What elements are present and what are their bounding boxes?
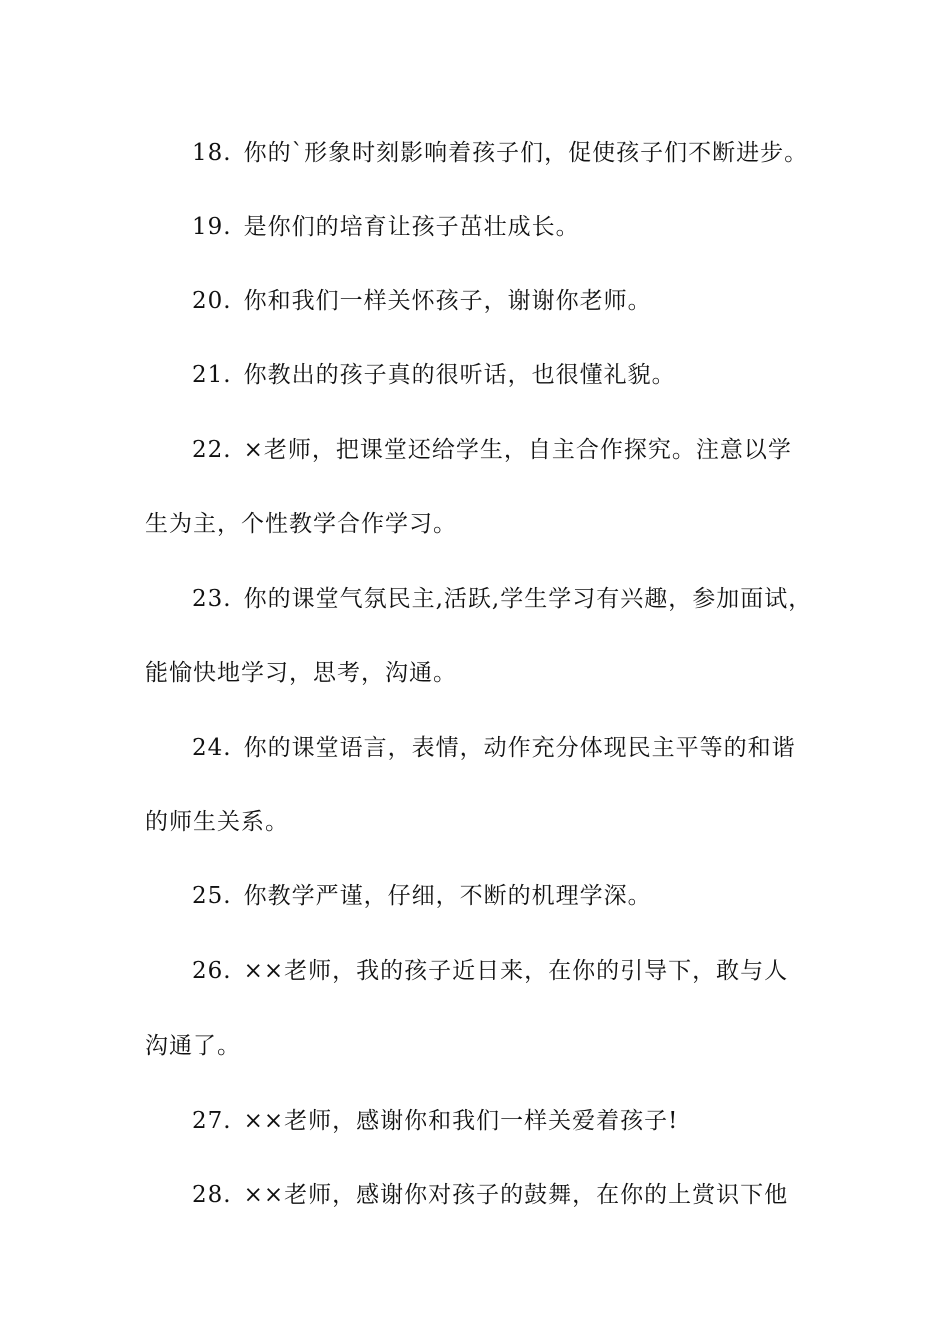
- item-text: 你和我们一样关怀孩子，谢谢你老师。: [243, 288, 652, 314]
- item-text: 你教学严谨，仔细，不断的机理学深。: [243, 883, 652, 909]
- item-number: 27.: [192, 1108, 232, 1134]
- list-item-25: [192, 881, 872, 911]
- list-item-26: [192, 956, 872, 986]
- item-number: 21.: [192, 362, 232, 388]
- item-text: 你的课堂气氛民主,活跃,学生学习有兴趣，参加面试，: [243, 586, 813, 612]
- item-number: 22.: [192, 437, 232, 463]
- item-text: ××老师，感谢你对孩子的鼓舞，在你的上赏识下他: [243, 1182, 789, 1208]
- list-item-24: [192, 733, 872, 763]
- item-text: ×老师，把课堂还给学生，自主合作探究。注意以学: [243, 437, 792, 463]
- item-text: 你的课堂语言，表情，动作充分体现民主平等的和谐: [243, 735, 796, 761]
- item-number: 24.: [192, 735, 232, 761]
- item-text: 你的`形象时刻影响着孩子们，促使孩子们不断进步。: [243, 140, 809, 166]
- list-item-22-continuation: 生为主，个性教学合作学习。: [145, 511, 457, 537]
- item-text: 是你们的培育让孩子茁壮成长。: [243, 214, 580, 240]
- list-item-26-continuation: 沟通了。: [145, 1033, 241, 1059]
- item-number: 25.: [192, 883, 232, 909]
- item-text: 你教出的孩子真的很听话，也很懂礼貌。: [243, 362, 676, 388]
- item-number: 26.: [192, 958, 232, 984]
- list-item-23: [192, 584, 872, 614]
- list-item-24-continuation: 的师生关系。: [145, 809, 289, 835]
- list-item-18: [192, 138, 872, 168]
- item-number: 19.: [192, 214, 232, 240]
- item-number: 18.: [192, 140, 232, 166]
- list-item-19: [192, 212, 872, 242]
- item-text: ××老师，我的孩子近日来，在你的引导下，敢与人: [243, 958, 789, 984]
- item-number: 23.: [192, 586, 232, 612]
- list-item-27: [192, 1106, 872, 1136]
- list-item-23-continuation: 能愉快地学习，思考，沟通。: [145, 660, 457, 686]
- item-number: 28.: [192, 1182, 232, 1208]
- item-number: 20.: [192, 288, 232, 314]
- item-text: ××老师，感谢你和我们一样关爱着孩子!: [243, 1108, 679, 1134]
- list-item-20: [192, 286, 872, 316]
- list-item-28: [192, 1180, 872, 1210]
- list-item-21: [192, 360, 872, 390]
- list-item-22: [192, 435, 872, 465]
